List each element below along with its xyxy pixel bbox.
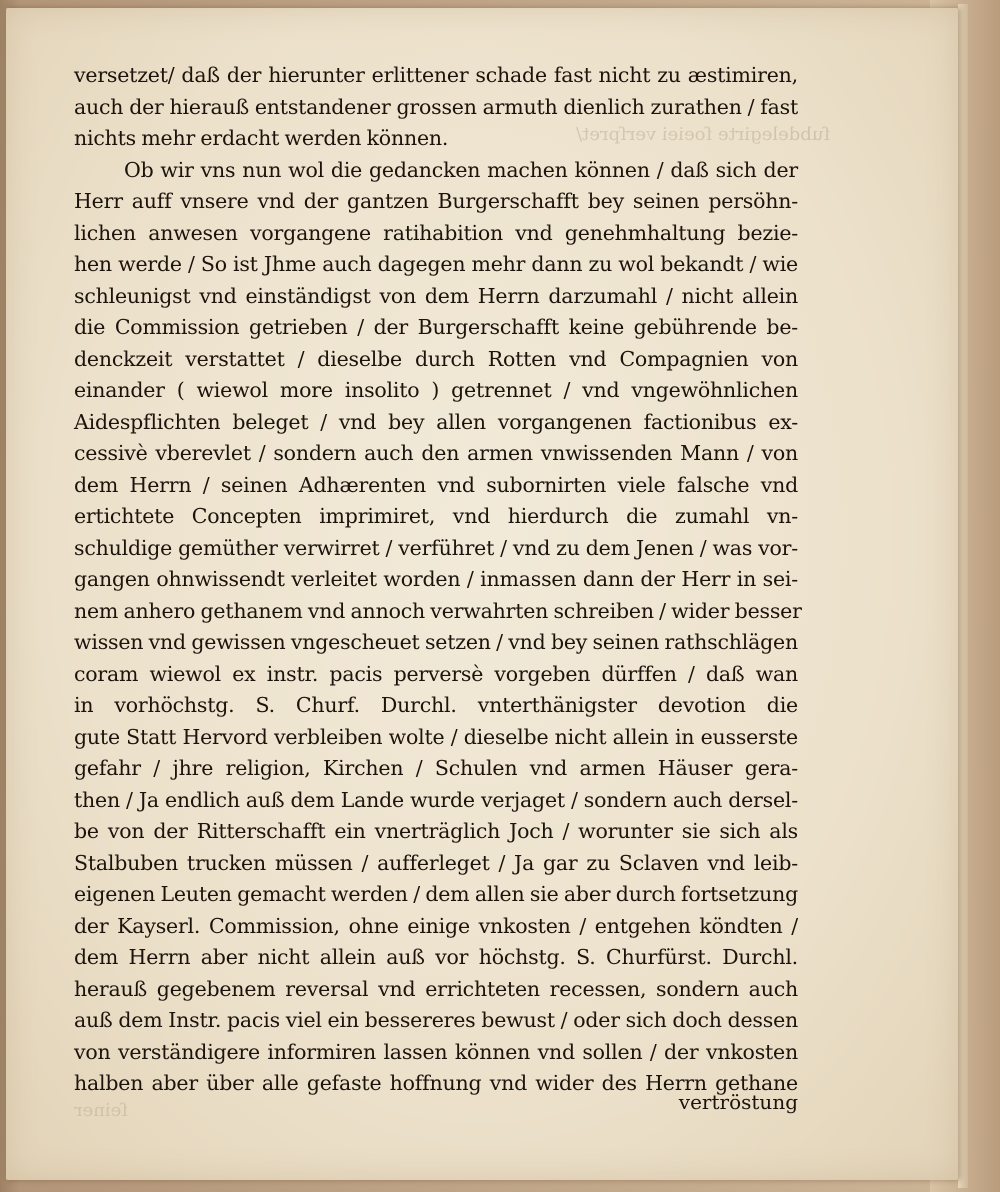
show-through-text: ſeiner (74, 1100, 128, 1121)
text-line: lichen anwesen vorgangene ratihabition vnd genehmhaltung bezie- (74, 220, 798, 245)
text-line: halben aber über alle gefaste hoffnung vnd wider des Herrn gethane (74, 1071, 798, 1095)
text-line: denckzeit verstattet / dieselbe durch Rotten vnd Compagnien von (74, 346, 798, 371)
text-line: herauß gegebenem reversal vnd errichteten recessen, sondern auch (74, 976, 798, 1001)
text-line: dem Herrn / seinen Adhærenten vnd subornirten viele falsche vnd (74, 472, 798, 497)
text-line: dem Herrn aber nicht allein auß vor höchstg. S. Churfürst. Durchl. (74, 945, 798, 969)
text-line: die Commission getrieben / der Burgerschafft keine gebührende be- (74, 315, 798, 339)
text-line: einander ( wiewol more insolito ) getrennet / vnd vngewöhnlichen (74, 378, 798, 402)
text-line: ertichtete Concepten imprimiret, vnd hierdurch die zumahl vn- (74, 504, 798, 528)
text-line: Herr auff vnsere vnd der gantzen Burgerschafft bey seinen persöhn- (74, 189, 798, 213)
text-line: coram wiewol ex instr. pacis perversè vorgeben dürffen / daß wan (74, 661, 798, 686)
text-line: Aidespflichten beleget / vnd bey allen vorgangenen factionibus ex- (74, 409, 798, 434)
text-line: then / Ja endlich auß dem Lande wurde verjaget / sondern auch dersel- (74, 787, 798, 812)
page-fore-edge (958, 4, 968, 1188)
text-line: auß dem Instr. pacis viel ein bessereres bewust / oder sich doch dessen (74, 1008, 798, 1032)
text-line: gute Statt Hervord verbleiben wolte / dieselbe nicht allein in eusserste (74, 724, 798, 749)
text-line: gangen ohnwissendt verleitet worden / inmassen dann der Herr in sei- (74, 567, 798, 591)
text-line: in vorhöchstg. S. Churf. Durchl. vnterthänigster devotion die (74, 693, 798, 717)
body-text (74, 60, 802, 1100)
text-line: hen werde / So ist Jhme auch dagegen mehr dann zu wol bekandt / wie (74, 252, 798, 276)
text-line: auch der hierauß entstandener grossen armuth dienlich zurathen / fast (74, 94, 798, 119)
text-line: be von der Ritterschafft ein vnerträglich Joch / worunter sie sich als (74, 819, 798, 843)
text-line: nem anhero gethanem vnd annoch verwahrten schreiben / wider besser (74, 598, 802, 623)
text-line: Stalbuben trucken müssen / aufferleget / Ja gar zu Sclaven vnd leib- (74, 850, 798, 875)
text-line: nichts mehr erdacht werden können. (74, 126, 449, 150)
text-line: gefahr / jhre religion, Kirchen / Schulen vnd armen Häuser gera- (74, 756, 798, 780)
text-line: der Kayserl. Commission, ohne einige vnkosten / entgehen köndten / (74, 913, 798, 938)
text-line: von verständigere informiren lassen können vnd sollen / der vnkosten (74, 1039, 798, 1064)
text-line: Ob wir vns nun wol die gedancken machen können / daß sich der (124, 157, 798, 182)
text-line: schuldige gemüther verwirret / verführet / vnd zu dem Jenen / was vor- (74, 535, 798, 560)
text-line: wissen vnd gewissen vngescheuet setzen / vnd bey seinen rathschlägen (74, 630, 798, 654)
show-through-text: ſubdelegirte ſoeiei verſpret/ (576, 124, 831, 145)
printed-page (6, 8, 958, 1180)
catchword: vertröstung (678, 1090, 798, 1114)
text-line: cessivè vberevlet / sondern auch den armen vnwissenden Mann / von (74, 441, 798, 465)
text-line: schleunigst vnd einständigst von dem Herrn darzumahl / nicht allein (74, 283, 798, 308)
text-line: eigenen Leuten gemacht werden / dem allen sie aber durch fortsetzung (74, 882, 798, 906)
text-line: versetzet/ daß der hierunter erlittener schade fast nicht zu æstimiren, (74, 63, 798, 87)
